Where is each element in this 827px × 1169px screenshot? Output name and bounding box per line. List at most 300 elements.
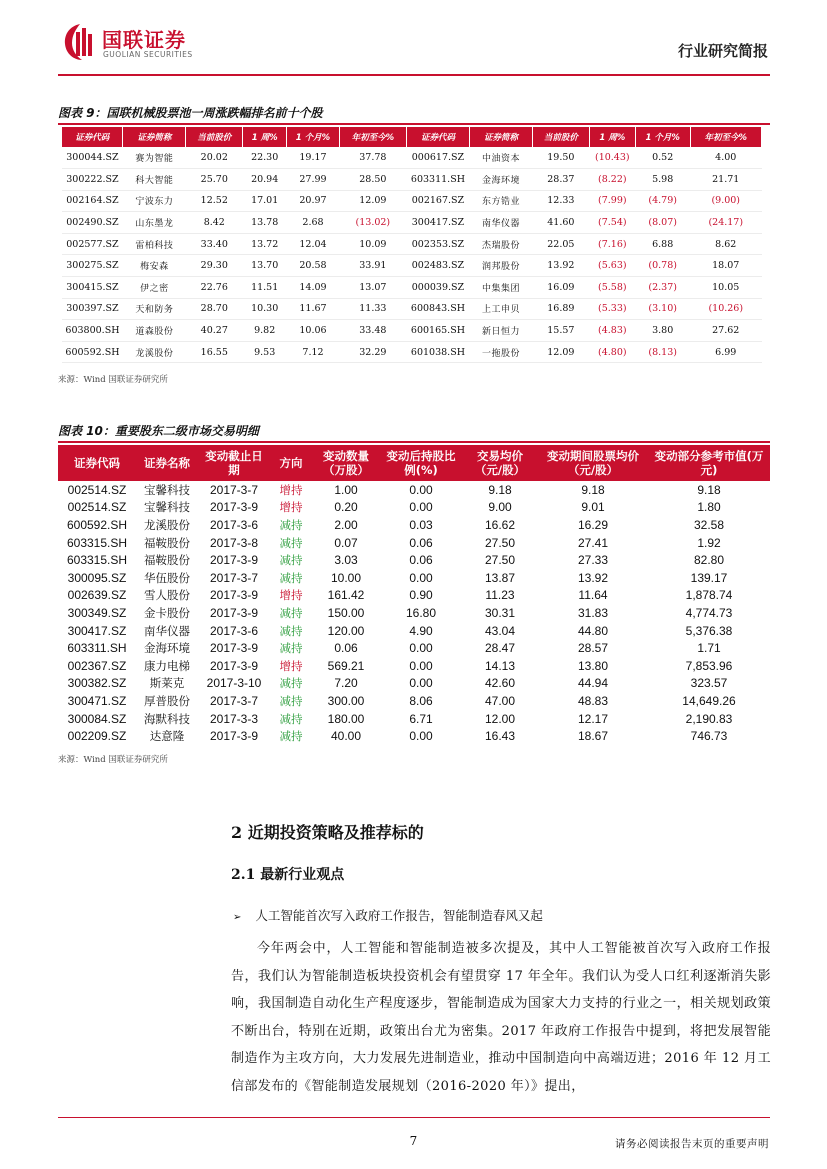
direction-badge: 减持 [279, 605, 303, 620]
table-cell: 002167.SZ [406, 190, 469, 212]
figure10-source: 来源：Wind 国联证券研究所 [58, 755, 168, 765]
table-cell: 48.83 [577, 693, 609, 708]
table-cell: 2017-3-7 [209, 482, 259, 497]
table-cell: 0.06 [334, 641, 358, 656]
table-cell: 27.62 [690, 320, 762, 342]
table-cell: 12.52 [186, 190, 243, 212]
table-header: 变动后持股比例(%) [380, 445, 462, 481]
table-cell: 42.60 [484, 676, 516, 691]
table-cell: 300275.SZ [62, 255, 123, 277]
table-cell: 一拖股份 [469, 341, 532, 363]
table-cell: 龙溪股份 [144, 517, 190, 532]
table-cell: 0.00 [409, 500, 433, 515]
table-cell: 天和防务 [123, 298, 186, 320]
table-cell: 0.52 [635, 147, 690, 169]
table-cell: 14.13 [484, 658, 516, 673]
table-cell: 中集集团 [469, 277, 532, 299]
header-divider [58, 74, 770, 76]
table-cell: 1.71 [697, 641, 721, 656]
table-cell: 2017-3-6 [209, 623, 259, 638]
table-cell: 16.09 [532, 277, 589, 299]
table-cell: 300417.SZ [406, 212, 469, 234]
table-cell: 斯莱克 [149, 676, 185, 691]
table-cell: 8.06 [409, 693, 433, 708]
table-header: 1 个月% [287, 127, 340, 147]
direction-badge: 减持 [279, 553, 303, 568]
table-row [58, 569, 770, 587]
table-cell: 32.58 [693, 517, 725, 532]
table-cell: 002353.SZ [406, 233, 469, 255]
table-row [62, 320, 762, 342]
table-header: 证券简称 [469, 127, 532, 147]
table-cell: 20.02 [186, 147, 243, 169]
table-cell: 161.42 [327, 588, 365, 603]
table-cell: 30.31 [484, 605, 516, 620]
table-cell: 18.67 [577, 729, 609, 744]
table-row [62, 190, 762, 212]
page-header [58, 20, 770, 72]
table-cell: 13.78 [243, 212, 287, 234]
table-cell: 福鞍股份 [144, 535, 190, 550]
table-cell: 603311.SH [67, 641, 127, 656]
table-cell: 44.94 [577, 676, 609, 691]
figure10-title-divider [58, 441, 770, 443]
table-cell: 10.09 [339, 233, 406, 255]
table-cell: 上工申贝 [469, 298, 532, 320]
table-cell: 22.76 [186, 277, 243, 299]
table-cell: 2017-3-9 [209, 605, 259, 620]
table-header: 1 周% [243, 127, 287, 147]
table-cell: 180.00 [327, 711, 365, 726]
table-cell: 000039.SZ [406, 277, 469, 299]
direction-badge: 减持 [279, 535, 303, 550]
table-cell: 33.40 [186, 233, 243, 255]
table-cell: 南华仪器 [144, 623, 190, 638]
table-cell: 14.09 [287, 277, 340, 299]
table-cell: 27.50 [484, 553, 516, 568]
table-row [58, 587, 770, 605]
table-cell: 27.33 [577, 553, 609, 568]
table-cell: 宝馨科技 [144, 482, 190, 497]
direction-badge: 增持 [279, 588, 303, 603]
footer-divider [58, 1117, 770, 1118]
table-cell: 600592.SH [62, 341, 123, 363]
table-cell: (7.16) [589, 233, 635, 255]
table-cell: 4.90 [409, 623, 433, 638]
table-cell: 600843.SH [406, 298, 469, 320]
table-cell: 雷柏科技 [123, 233, 186, 255]
table-row [62, 147, 762, 169]
table-header: 证券简称 [123, 127, 186, 147]
table-cell: 31.83 [577, 605, 609, 620]
table-header: 变动期间股票均价（元/股） [538, 445, 648, 481]
table-cell: 13.80 [577, 658, 609, 673]
table-header: 1 周% [589, 127, 635, 147]
table-cell: 603311.SH [406, 169, 469, 191]
table-cell: 14,649.26 [682, 693, 736, 708]
table-cell: 569.21 [327, 658, 365, 673]
table-cell: 13.92 [532, 255, 589, 277]
table-cell: 2,190.83 [685, 711, 733, 726]
table-cell: 16.62 [484, 517, 516, 532]
direction-badge: 减持 [279, 641, 303, 656]
table-cell: 11.23 [485, 588, 515, 603]
table-cell: 300349.SZ [67, 605, 127, 620]
table-cell: 000617.SZ [406, 147, 469, 169]
table-cell: 300382.SZ [67, 676, 127, 691]
table-cell: 0.06 [409, 553, 433, 568]
table-row [62, 169, 762, 191]
table-cell: 28.50 [339, 169, 406, 191]
table-cell: 002639.SZ [67, 588, 127, 603]
table-cell: 中油资本 [469, 147, 532, 169]
table-cell: 002209.SZ [67, 729, 127, 744]
table-cell: 润邦股份 [469, 255, 532, 277]
table-cell: 1,878.74 [685, 588, 733, 603]
table-cell: 28.70 [186, 298, 243, 320]
table-cell: (8.07) [635, 212, 690, 234]
table-row [58, 534, 770, 552]
table-cell: 300084.SZ [67, 711, 127, 726]
table-row [58, 675, 770, 693]
table-cell: (2.37) [635, 277, 690, 299]
table-cell: 1.80 [697, 500, 721, 515]
direction-badge: 减持 [279, 693, 303, 708]
table-row [58, 499, 770, 517]
table-header: 证券代码 [58, 445, 136, 481]
table-row [58, 710, 770, 728]
table-cell: 伊之密 [123, 277, 186, 299]
table-header: 证券代码 [62, 127, 123, 147]
table-cell: 12.33 [532, 190, 589, 212]
arrow-bullet-icon: ➢ [233, 912, 242, 923]
table-header: 变动截止日期 [198, 445, 270, 481]
table-header: 当前股价 [532, 127, 589, 147]
table-cell: 6.99 [690, 341, 762, 363]
direction-badge: 减持 [279, 517, 303, 532]
table-cell: 7,853.96 [685, 658, 733, 673]
table-cell: 27.41 [577, 535, 609, 550]
table-cell: 9.53 [243, 341, 287, 363]
figure10-title-text: 重要股东二级市场交易明细 [114, 424, 259, 438]
logo-mark-icon [62, 22, 98, 62]
logo-chinese-text: 国联证券 [102, 28, 186, 52]
table-row [58, 657, 770, 675]
table-row [62, 341, 762, 363]
direction-badge: 增持 [279, 658, 303, 673]
table-cell: 2017-3-9 [209, 658, 259, 673]
table-header: 1 个月% [635, 127, 690, 147]
table-cell: 13.70 [243, 255, 287, 277]
table-cell: 17.01 [243, 190, 287, 212]
table-cell: 9.18 [697, 482, 721, 497]
table-cell: 华伍股份 [144, 570, 190, 585]
table-cell: 603315.SH [66, 553, 128, 568]
table-cell: 7.12 [287, 341, 340, 363]
table-cell: 2017-3-9 [209, 729, 259, 744]
table-cell: (4.80) [589, 341, 635, 363]
table-cell: 宁波东力 [123, 190, 186, 212]
table-cell: 002514.SZ [67, 500, 127, 515]
table-cell: 43.04 [484, 623, 516, 638]
direction-badge: 增持 [279, 500, 303, 515]
table-cell: 0.00 [409, 641, 433, 656]
logo-english-text: GUOLIAN SECURITIES [103, 50, 193, 59]
table-cell: 19.17 [287, 147, 340, 169]
table-cell: 28.47 [484, 641, 516, 656]
table-cell: 10.05 [690, 277, 762, 299]
table-cell: 达意隆 [149, 729, 185, 744]
table-cell: 002483.SZ [406, 255, 469, 277]
table-cell: 300417.SZ [67, 623, 127, 638]
table-cell: 山东墨龙 [123, 212, 186, 234]
table-header: 变动数量（万股） [312, 445, 380, 481]
table-cell: 10.30 [243, 298, 287, 320]
table-cell: 赛为智能 [123, 147, 186, 169]
table-cell: 0.03 [409, 517, 433, 532]
table-header: 交易均价（元/股） [462, 445, 538, 481]
table-cell: 150.00 [327, 605, 365, 620]
table-cell: (8.13) [635, 341, 690, 363]
figure9-title-divider [58, 123, 770, 125]
table-cell: 2017-3-7 [209, 570, 259, 585]
table-cell: 25.70 [186, 169, 243, 191]
table-cell: 6.88 [635, 233, 690, 255]
table-cell: 9.18 [488, 482, 512, 497]
table-cell: 1.92 [697, 535, 721, 550]
table-cell: 22.30 [243, 147, 287, 169]
table-cell: 道森股份 [123, 320, 186, 342]
table-cell: 603315.SH [66, 535, 128, 550]
table-cell: 300415.SZ [62, 277, 123, 299]
table-cell: 15.57 [532, 320, 589, 342]
table-cell: 40.27 [186, 320, 243, 342]
table-cell: 11.67 [287, 298, 340, 320]
table-cell: 13.72 [243, 233, 287, 255]
table-cell: 9.82 [243, 320, 287, 342]
table-cell: 18.07 [690, 255, 762, 277]
table-cell: 梅安森 [123, 255, 186, 277]
figure9-source: 来源：Wind 国联证券研究所 [58, 375, 168, 385]
table-cell: 2017-3-9 [209, 500, 259, 515]
table-cell: (7.99) [589, 190, 635, 212]
table-cell: 002577.SZ [62, 233, 123, 255]
table-cell: 47.00 [484, 693, 516, 708]
table-cell: 002514.SZ [67, 482, 127, 497]
figure10-table [58, 445, 770, 745]
table-cell: 41.60 [532, 212, 589, 234]
table-cell: 40.00 [330, 729, 362, 744]
table-cell: 雪人股份 [144, 588, 190, 603]
table-cell: 2017-3-9 [209, 641, 259, 656]
table-header: 变动部分参考市值(万元) [648, 445, 770, 481]
table-cell: 002164.SZ [62, 190, 123, 212]
table-cell: 44.80 [577, 623, 609, 638]
table-cell: (3.10) [635, 298, 690, 320]
table-cell: 1.00 [334, 482, 358, 497]
table-cell: 福鞍股份 [144, 553, 190, 568]
table-cell: 300.00 [327, 693, 365, 708]
figure10-header-row [58, 445, 770, 481]
table-cell: (10.43) [589, 147, 635, 169]
table-cell: 37.78 [339, 147, 406, 169]
table-cell: 4.00 [690, 147, 762, 169]
table-cell: 科大智能 [123, 169, 186, 191]
table-cell: 12.17 [577, 711, 609, 726]
table-cell: 13.07 [339, 277, 406, 299]
table-cell: 13.92 [577, 570, 609, 585]
bullet-text: 人工智能首次写入政府工作报告，智能制造春风又起 [255, 908, 543, 923]
table-cell: 0.00 [409, 482, 433, 497]
table-cell: (4.79) [635, 190, 690, 212]
table-cell: 12.00 [484, 711, 516, 726]
subsection-heading: 2.1 最新行业观点 [231, 867, 345, 883]
table-cell: 139.17 [690, 570, 728, 585]
table-cell: 2.68 [287, 212, 340, 234]
table-cell: 16.43 [484, 729, 516, 744]
table-row [58, 622, 770, 640]
direction-badge: 减持 [279, 711, 303, 726]
table-cell: 6.71 [409, 711, 433, 726]
table-header: 方向 [270, 445, 312, 481]
table-cell: 7.20 [334, 676, 358, 691]
table-cell: 600592.SH [66, 517, 128, 532]
table-row [62, 233, 762, 255]
table-cell: 2.00 [334, 517, 358, 532]
report-type-label: 行业研究简报 [677, 42, 768, 60]
table-row [58, 639, 770, 657]
table-cell: 0.00 [409, 729, 433, 744]
table-cell: 11.51 [243, 277, 287, 299]
table-cell: 12.09 [339, 190, 406, 212]
table-cell: 2017-3-10 [206, 676, 262, 691]
company-logo [62, 22, 222, 70]
table-header: 年初至今% [690, 127, 762, 147]
table-cell: 9.01 [581, 500, 605, 515]
table-cell: 2017-3-9 [209, 553, 259, 568]
table-cell: (0.78) [635, 255, 690, 277]
direction-badge: 增持 [279, 482, 303, 497]
table-cell: 9.18 [581, 482, 605, 497]
table-cell: (8.22) [589, 169, 635, 191]
table-cell: 东方锆业 [469, 190, 532, 212]
table-cell: 601038.SH [406, 341, 469, 363]
table-cell: 金海环境 [144, 641, 190, 656]
table-header: 当前股价 [186, 127, 243, 147]
table-row [62, 212, 762, 234]
table-cell: 120.00 [327, 623, 365, 638]
table-cell: 19.50 [532, 147, 589, 169]
direction-badge: 减持 [279, 676, 303, 691]
table-header: 证券名称 [136, 445, 198, 481]
figure10-title [58, 419, 770, 441]
table-cell: 2017-3-7 [209, 693, 259, 708]
table-row [58, 551, 770, 569]
table-cell: 27.99 [287, 169, 340, 191]
table-cell: 海默科技 [144, 711, 190, 726]
table-cell: 2017-3-8 [209, 535, 259, 550]
table-cell: (5.63) [589, 255, 635, 277]
table-row [58, 727, 770, 745]
table-cell: (5.33) [589, 298, 635, 320]
figure9-title [58, 101, 770, 123]
table-cell: 2017-3-9 [209, 588, 259, 603]
table-cell: 新日恒力 [469, 320, 532, 342]
table-cell: (10.26) [690, 298, 762, 320]
figure10-title-prefix: 图表 10： [58, 424, 115, 438]
table-cell: 3.80 [635, 320, 690, 342]
table-cell: 康力电梯 [144, 658, 190, 673]
table-cell: 33.48 [339, 320, 406, 342]
table-cell: (5.58) [589, 277, 635, 299]
table-cell: 20.94 [243, 169, 287, 191]
table-cell: 0.00 [409, 658, 433, 673]
table-cell: 5,376.38 [685, 623, 733, 638]
table-cell: 33.91 [339, 255, 406, 277]
table-cell: 10.00 [330, 570, 362, 585]
bullet-point [233, 906, 543, 924]
body-paragraph: 今年两会中，人工智能和智能制造被多次提及，其中人工智能被首次写入政府工作报告，我们认为智能制造板块投资机会有望贯穿 17 年全年。我们认为受人口红利逐渐消失影响，我国制造自动化生产程度逐步，智能制造成为国家大力支持的行业之一，相关规划政策不断出台，特别在近期，政策出台尤为密集。2017 年政府工作报告中提到，将把发展智能制造作为主攻方向，大力发展先进制造业，推动中国制造向中高端迈进；2016 年 12 月工信部发布的《智能制造发展规划（2016-2020 年）》提出， [231, 941, 771, 1094]
disclaimer-note: 请务必阅读报告末页的重要声明 [615, 1138, 769, 1150]
table-cell: 32.29 [339, 341, 406, 363]
table-cell: 16.29 [577, 517, 609, 532]
table-cell: 0.07 [334, 535, 358, 550]
table-cell: 龙溪股份 [123, 341, 186, 363]
table-cell: 29.30 [186, 255, 243, 277]
table-cell: (9.00) [690, 190, 762, 212]
table-cell: 0.00 [409, 570, 433, 585]
table-cell: 603800.SH [62, 320, 123, 342]
table-header: 证券代码 [406, 127, 469, 147]
table-cell: 82.80 [693, 553, 725, 568]
table-cell: 300397.SZ [62, 298, 123, 320]
table-cell: 22.05 [532, 233, 589, 255]
table-cell: (24.17) [690, 212, 762, 234]
table-cell: 002367.SZ [67, 658, 127, 673]
table-cell: (13.02) [339, 212, 406, 234]
table-cell: 27.50 [484, 535, 516, 550]
table-cell: 12.09 [532, 341, 589, 363]
section-heading: 2 近期投资策略及推荐标的 [231, 823, 424, 842]
table-cell: 4,774.73 [685, 605, 733, 620]
direction-badge: 减持 [279, 623, 303, 638]
table-cell: 600165.SH [406, 320, 469, 342]
table-cell: 28.57 [577, 641, 609, 656]
table-row [62, 298, 762, 320]
table-cell: (7.54) [589, 212, 635, 234]
table-cell: 323.57 [690, 676, 728, 691]
table-cell: 16.89 [532, 298, 589, 320]
table-row [62, 277, 762, 299]
table-row [58, 692, 770, 710]
page-number: 7 [409, 1134, 418, 1148]
table-cell: 300044.SZ [62, 147, 123, 169]
table-cell: 12.04 [287, 233, 340, 255]
table-cell: 金海环境 [469, 169, 532, 191]
figure9-header-row [62, 127, 762, 147]
table-cell: 20.97 [287, 190, 340, 212]
table-cell: 0.00 [409, 676, 433, 691]
table-cell: 8.62 [690, 233, 762, 255]
table-cell: 300471.SZ [67, 693, 127, 708]
table-cell: 0.90 [409, 588, 433, 603]
table-cell: 金卡股份 [144, 605, 190, 620]
table-cell: 2017-3-3 [209, 711, 259, 726]
table-cell: 13.87 [484, 570, 516, 585]
table-header: 年初至今% [339, 127, 406, 147]
table-cell: 300222.SZ [62, 169, 123, 191]
direction-badge: 减持 [279, 570, 303, 585]
